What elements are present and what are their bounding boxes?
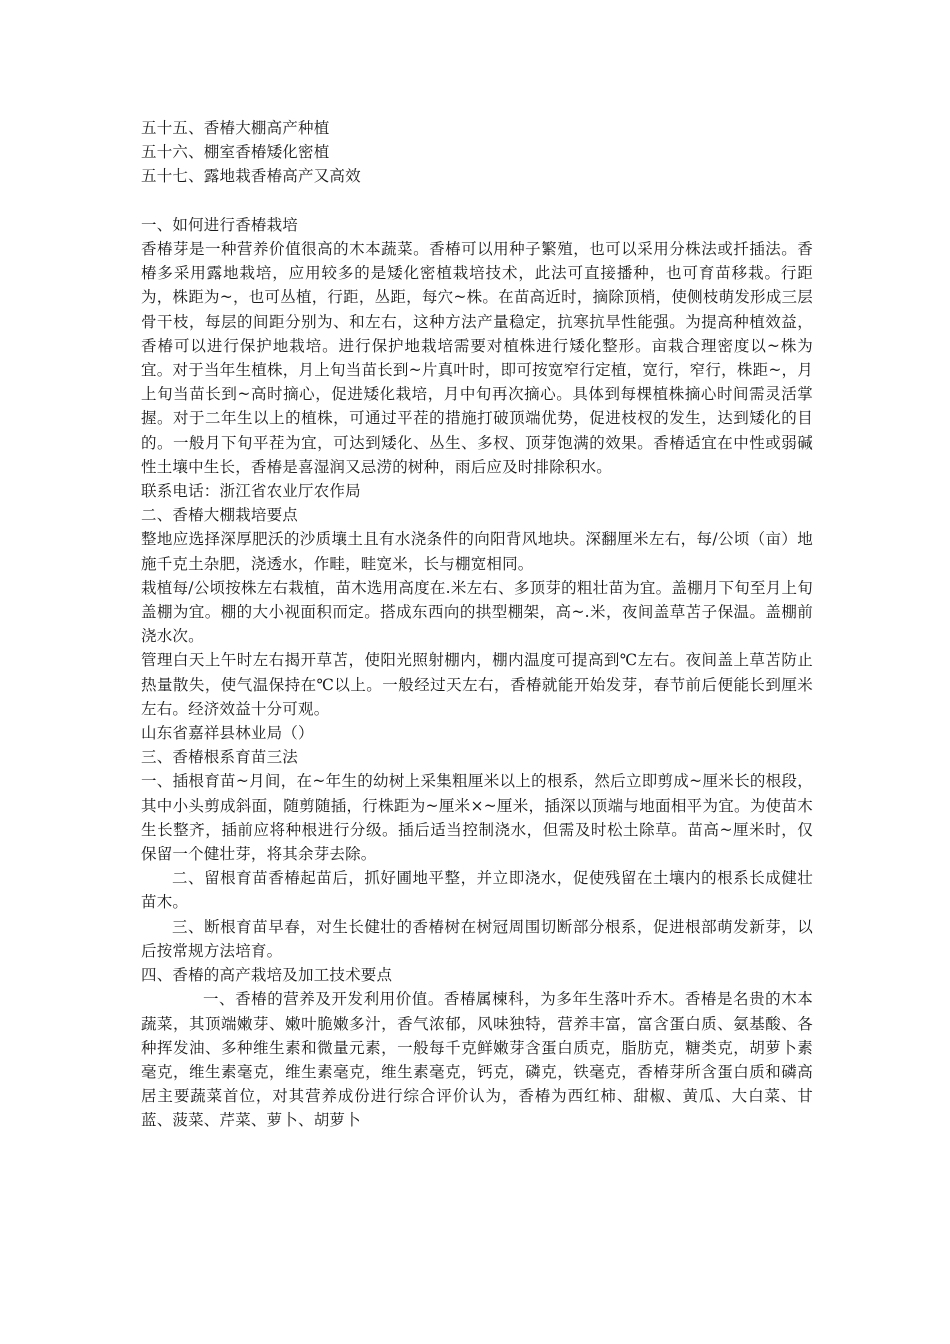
section-heading-2: 二、香椿大棚栽培要点	[141, 506, 299, 525]
paragraph-root-cutting: 一、插根育苗~月间，在~年生的幼树上采集粗厘米以上的根系，然后立即剪成~厘米长的根段，其中小头剪成斜面，随剪随插，行株距为~厘米×~厘米，插深以顶端与地面相平为宜。为使苗木生长整齐，插前应将种根进行分级。插后适当控制浇水，但需及时松土除草。苗高~厘米时，仅保留一个健壮芽，将其余芽去除。	[141, 772, 813, 864]
paragraph-planting: 栽植每/公顷按株左右栽植，苗木选用高度在.米左右、多顶芽的粗壮苗为宜。盖棚月下旬至月上旬盖棚为宜。棚的大小视面积而定。搭成东西向的拱型棚架，高~.米，夜间盖草苫子保温。盖棚前浇水次。	[141, 578, 813, 646]
blank-line	[141, 189, 813, 213]
document-body	[141, 116, 813, 1133]
source-line: 山东省嘉祥县林业局（）	[141, 724, 314, 743]
paragraph-nutrition: 一、香椿的营养及开发利用价值。香椿属楝科，为多年生落叶乔木。香椿是名贵的木本蔬菜，其顶端嫩芽、嫩叶脆嫩多汁，香气浓郁，风味独特，营养丰富，富含蛋白质、氨基酸、各种挥发油、多种维生素和微量元素，一般每千克鲜嫩芽含蛋白质克，脂肪克，糖类克，胡萝卜素毫克，维生素毫克，维生素毫克，维生素毫克，钙克，磷克，铁毫克，香椿芽所含蛋白质和磷高居主要蔬菜首位，对其营养成份进行综合评价认为，香椿为西红柿、甜椒、黄瓜、大白菜、甘蓝、菠菜、芹菜、萝卜、胡萝卜	[141, 990, 813, 1130]
paragraph-root-severing: 三、断根育苗早春，对生长健壮的香椿树在树冠周围切断部分根系，促进根部萌发新芽，以后按常规方法培育。	[141, 917, 813, 960]
toc-line-56: 五十六、棚室香椿矮化密植	[141, 143, 330, 162]
section-heading-3: 三、香椿根系育苗三法	[141, 748, 299, 767]
section-heading-4: 四、香椿的高产栽培及加工技术要点	[141, 966, 393, 985]
paragraph-root-retention: 二、留根育苗香椿起苗后，抓好圃地平整，并立即浇水，促使残留在土壤内的根系长成健壮苗木。	[141, 869, 813, 912]
section-heading-1: 一、如何进行香椿栽培	[141, 215, 299, 234]
toc-line-57: 五十七、露地栽香椿高产又高效	[141, 167, 361, 186]
paragraph-management: 管理白天上午时左右揭开草苫，使阳光照射棚内，棚内温度可提高到℃左右。夜间盖上草苫防止热量散失，使气温保持在℃以上。一般经过天左右，香椿就能开始发芽，春节前后便能长到厘米左右。经济效益十分可观。	[141, 651, 813, 718]
contact-line: 联系电话：浙江省农业厅农作局	[141, 482, 361, 501]
paragraph-cultivation: 香椿芽是一种营养价值很高的木本蔬菜。香椿可以用种子繁殖，也可以采用分株法或扦插法。香椿多采用露地栽培，应用较多的是矮化密植栽培技术，此法可直接播种，也可育苗移栽。行距为，株距为~，也可丛植，行距，丛距，每穴~株。在苗高近时，摘除顶梢，使侧枝萌发形成三层骨干枝，每层的间距分别为、和左右，这种方法产量稳定，抗寒抗旱性能强。为提高种植效益，香椿可以进行保护地栽培。进行保护地栽培需要对植株进行矮化整形。亩栽合理密度以~株为宜。对于当年生植株，月上旬当苗长到~片真叶时，即可按宽窄行定植，宽行，窄行，株距~，月上旬当苗长到~高时摘心，促进矮化栽培，月中旬再次摘心。具体到每棵植株摘心时间需灵活掌握。对于二年生以上的植株，可通过平茬的措施打破顶端优势，促进枝杈的发生，达到矮化的目的。一般月下旬平茬为宜，可达到矮化、丛生、多杈、顶芽饱满的效果。香椿适宜在中性或弱碱性土壤中生长，香椿是喜湿润又忌涝的树种，雨后应及时排除积水。	[141, 240, 813, 476]
toc-line-55: 五十五、香椿大棚高产种植	[141, 119, 330, 137]
paragraph-land-prep: 整地应选择深厚肥沃的沙质壤土且有水浇条件的向阳背风地块。深翻厘米左右，每/公顷（亩）地施千克土杂肥，浇透水，作畦，畦宽米，长与棚宽相同。	[141, 530, 813, 573]
